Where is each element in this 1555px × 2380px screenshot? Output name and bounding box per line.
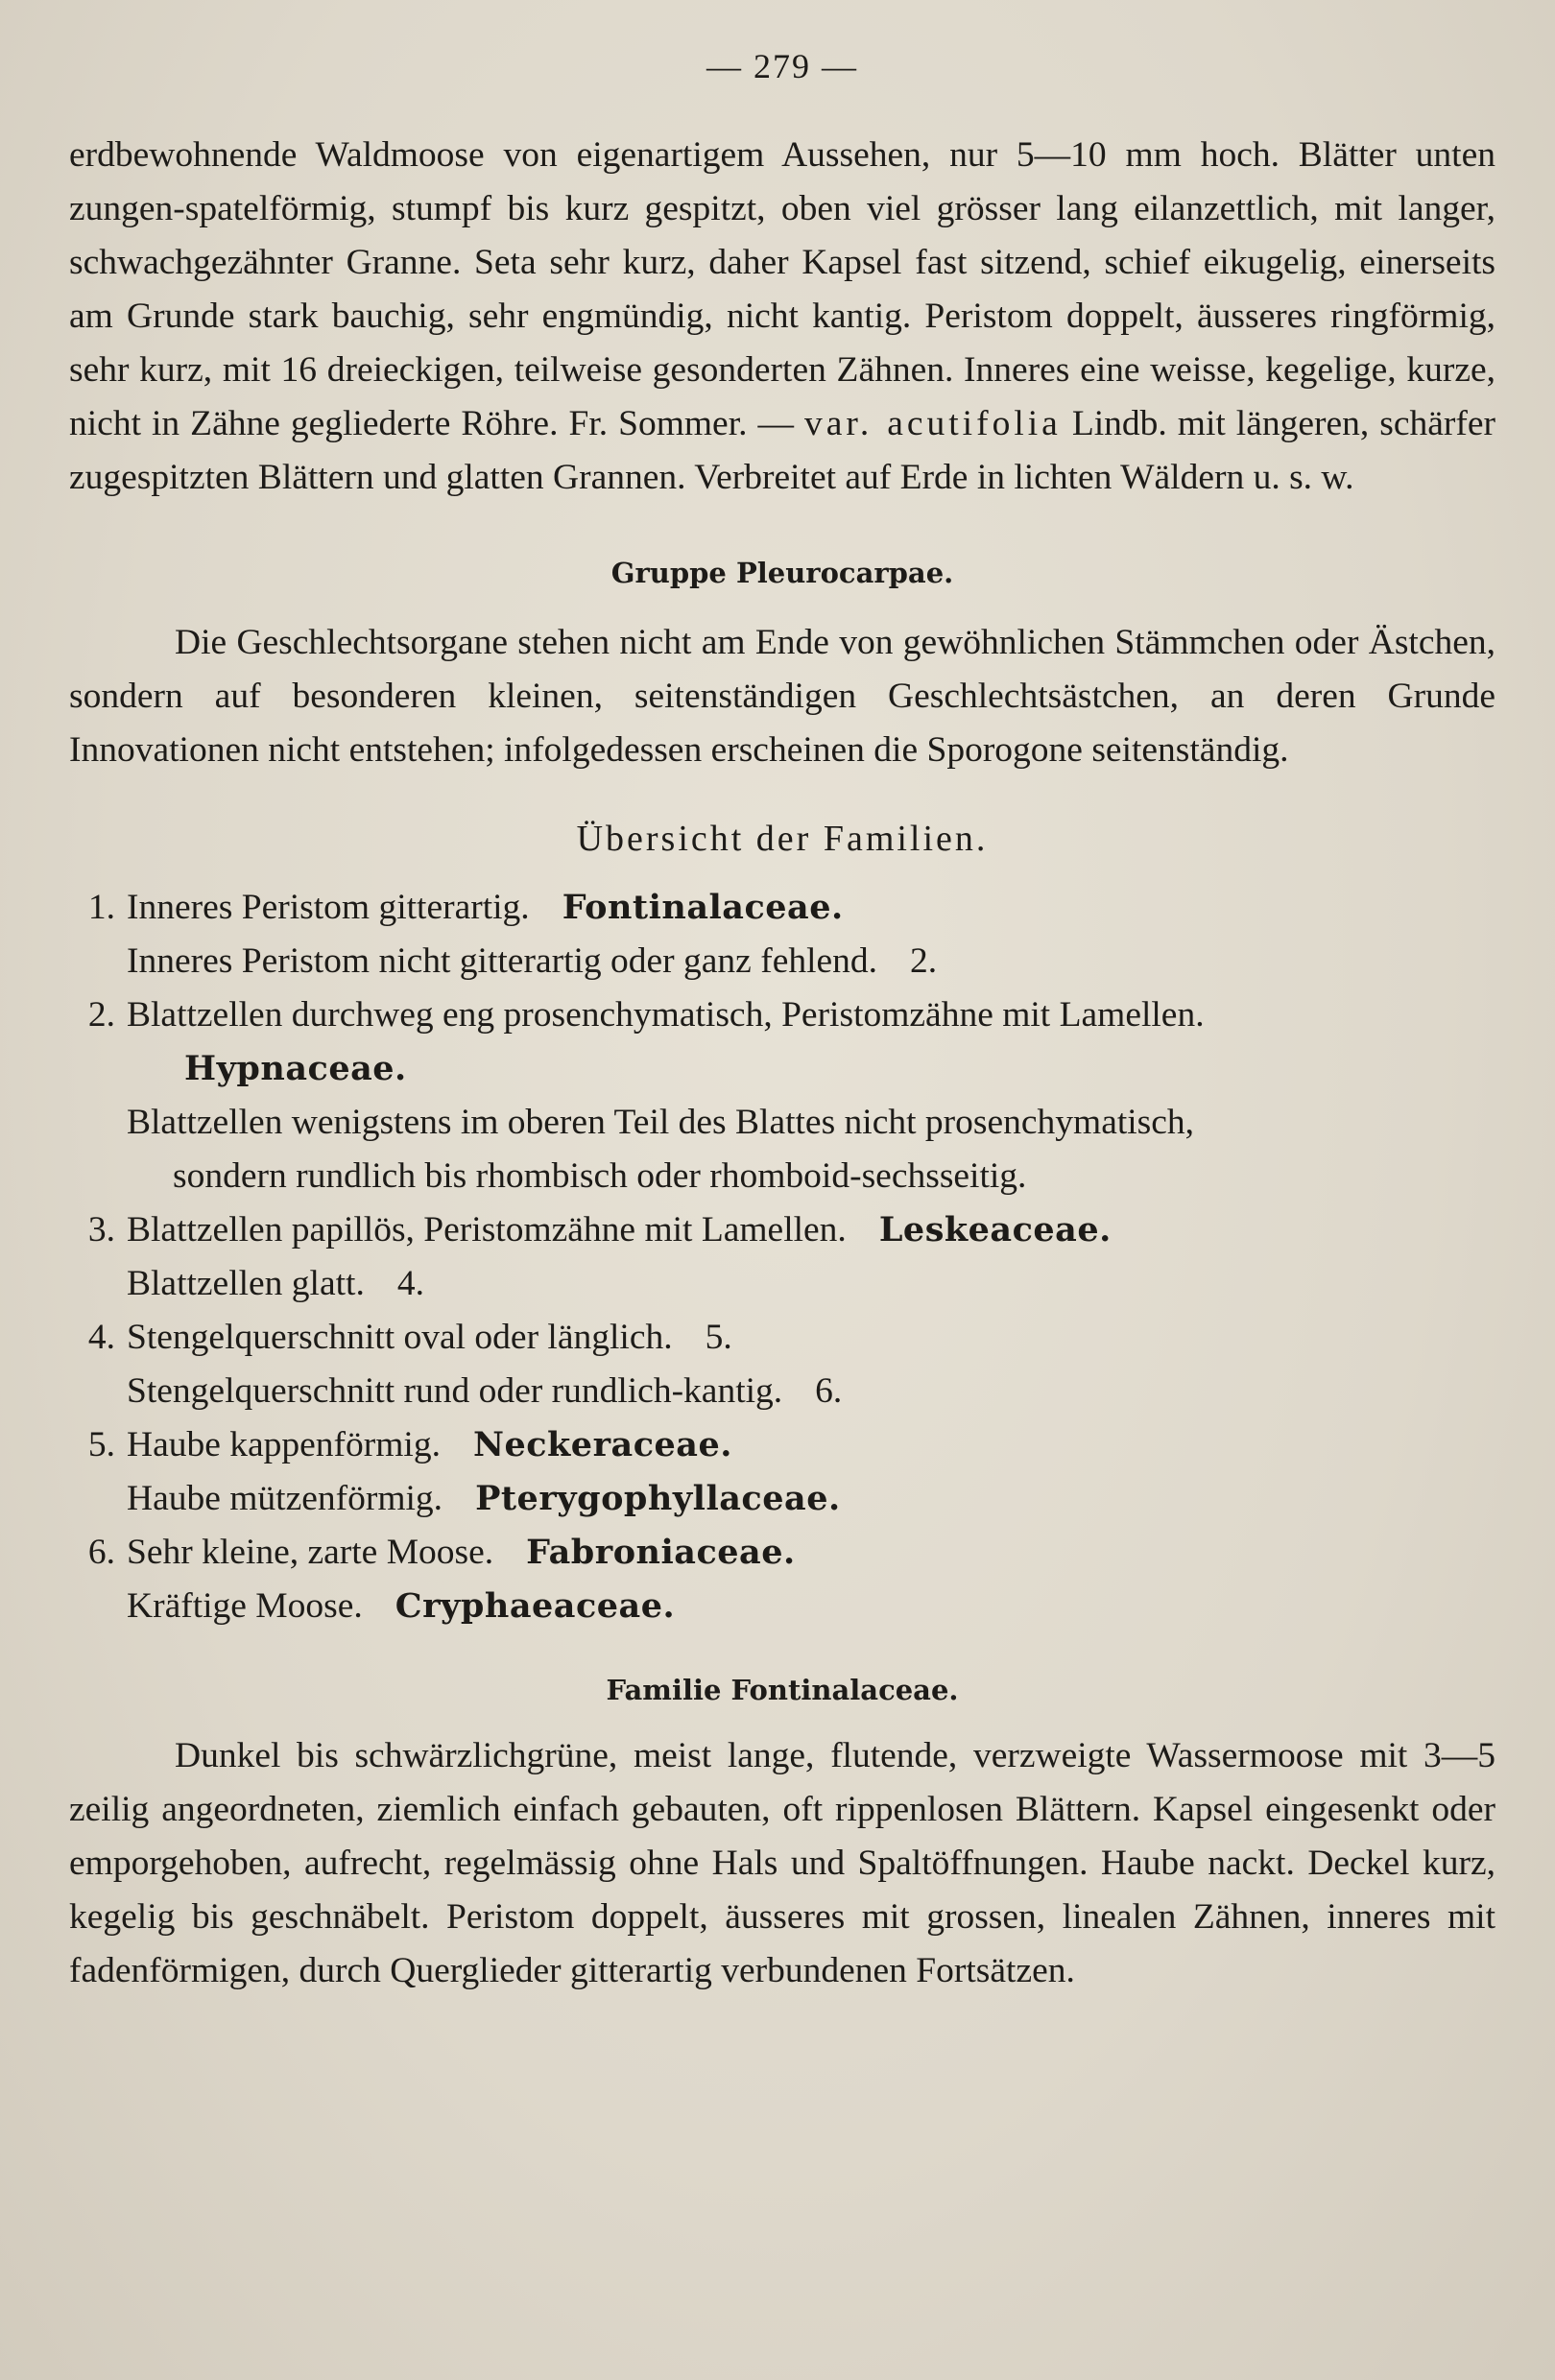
key-line	[69, 1096, 1495, 1150]
key-text: sondern rundlich bis rhombisch oder rhomboid-sechsseitig.	[173, 1156, 1027, 1196]
key-family: Hypnaceae.	[184, 1049, 407, 1088]
key-text: Haube mützenförmig.	[127, 1479, 443, 1518]
key-ref: 4.	[396, 1264, 424, 1303]
key-line	[69, 1365, 1495, 1418]
key-line	[69, 1203, 1495, 1257]
key-text: Inneres Peristom gitterartig.	[127, 888, 530, 927]
variety-name: var. acutifolia	[804, 404, 1062, 443]
key-text: Stengelquerschnitt rund oder rundlich-kantig.	[127, 1371, 783, 1411]
key-ref: 2.	[910, 941, 938, 981]
family-key	[69, 881, 1495, 1633]
key-line	[69, 881, 1495, 935]
key-line	[69, 1472, 1495, 1526]
intro-text-1: erdbewohnende Waldmoose von eigenartigem Aussehen, nur 5—10 mm hoch. Blätter unten zungen-spatelförmig, stumpf bis kurz gespitzt, oben viel grösser lang eilanzettlich, mit langer, schwachgezähnter Granne. Seta sehr kurz, daher Kapsel fast sitzend, schief eikugelig, einerseits am Grunde stark bauchig, sehr engmündig, nicht kantig. Peristom doppelt, äusseres ringförmig, sehr kurz, mit 16 dreieckigen, teilweise gesonderten Zähnen. Inneres eine weisse, kegelige, kurze, nicht in Zähne gegliederte Röhre. Fr. Sommer. —	[69, 135, 1495, 443]
family-paragraph: Dunkel bis schwärzlichgrüne, meist lange, flutende, verzweigte Wassermoose mit 3—5 zeilig angeordneten, ziemlich einfach gebauten, oft rippenlosen Blättern. Kapsel eingesenkt oder emporgehoben, aufrecht, regelmässig ohne Hals und Spaltöffnungen. Haube nackt. Deckel kurz, kegelig bis geschnäbelt. Peristom doppelt, äusseres mit grossen, linealen Zähnen, inneres mit fadenförmigen, durch Querglieder gitterartig verbundenen Fortsätzen.	[69, 1736, 1495, 1990]
key-text: Blattzellen papillös, Peristomzähne mit Lamellen.	[127, 1210, 847, 1250]
key-line	[69, 1042, 1495, 1096]
key-ref: 6.	[815, 1371, 843, 1411]
key-family: Pterygophyllaceae.	[475, 1479, 841, 1518]
key-line	[69, 988, 1495, 1042]
key-number: 5.	[87, 1425, 115, 1464]
key-line	[69, 1526, 1495, 1580]
key-number: 3.	[87, 1210, 115, 1250]
overview-heading: Übersicht der Familien.	[576, 819, 989, 859]
key-text: Haube kappenförmig.	[127, 1425, 441, 1464]
key-line	[69, 1311, 1495, 1365]
key-line	[69, 1580, 1495, 1633]
key-family: Fontinalaceae.	[562, 888, 844, 927]
key-text: Stengelquerschnitt oval oder länglich.	[127, 1318, 673, 1357]
key-number: 6.	[87, 1533, 115, 1572]
family-heading: Familie Fontinalaceae.	[606, 1674, 959, 1706]
key-line	[69, 935, 1495, 988]
key-number: 1.	[87, 888, 115, 927]
key-ref: 5.	[705, 1318, 732, 1357]
key-family: Fabroniaceae.	[526, 1533, 796, 1572]
group-paragraph: Die Geschlechtsorgane stehen nicht am Ende von gewöhnlichen Stämmchen oder Ästchen, sondern auf besonderen kleinen, seitenständigen Geschlechtsästchen, an deren Grunde Innovationen nicht entstehen; infolgedessen erscheinen die Sporogone seitenständig.	[69, 623, 1495, 770]
key-line	[69, 1150, 1495, 1203]
key-line	[69, 1418, 1495, 1472]
key-text: Sehr kleine, zarte Moose.	[127, 1533, 494, 1572]
intro-text-2: Lindb. mit längeren, schärfer zugespitzten Blättern und glatten Grannen. Verbreitet auf Erde in lichten Wäldern u. s. w.	[69, 404, 1495, 497]
group-heading: Gruppe Pleurocarpae.	[610, 557, 954, 589]
key-family: Neckeraceae.	[472, 1425, 732, 1464]
key-text: Kräftige Moose.	[127, 1586, 363, 1626]
intro-paragraph	[69, 129, 1495, 505]
key-family: Cryphaeaceae.	[395, 1586, 676, 1626]
key-text: Inneres Peristom nicht gitterartig oder ganz fehlend.	[127, 941, 878, 981]
key-text: Blattzellen glatt.	[127, 1264, 365, 1303]
page-number: — 279 —	[706, 47, 858, 85]
key-family: Leskeaceae.	[878, 1210, 1112, 1250]
key-line	[69, 1257, 1495, 1311]
key-text: Blattzellen durchweg eng prosenchymatisch, Peristomzähne mit Lamellen.	[127, 995, 1205, 1035]
key-number: 4.	[87, 1318, 115, 1357]
key-number: 2.	[87, 995, 115, 1035]
key-text: Blattzellen wenigstens im oberen Teil des Blattes nicht prosenchymatisch,	[127, 1103, 1195, 1142]
